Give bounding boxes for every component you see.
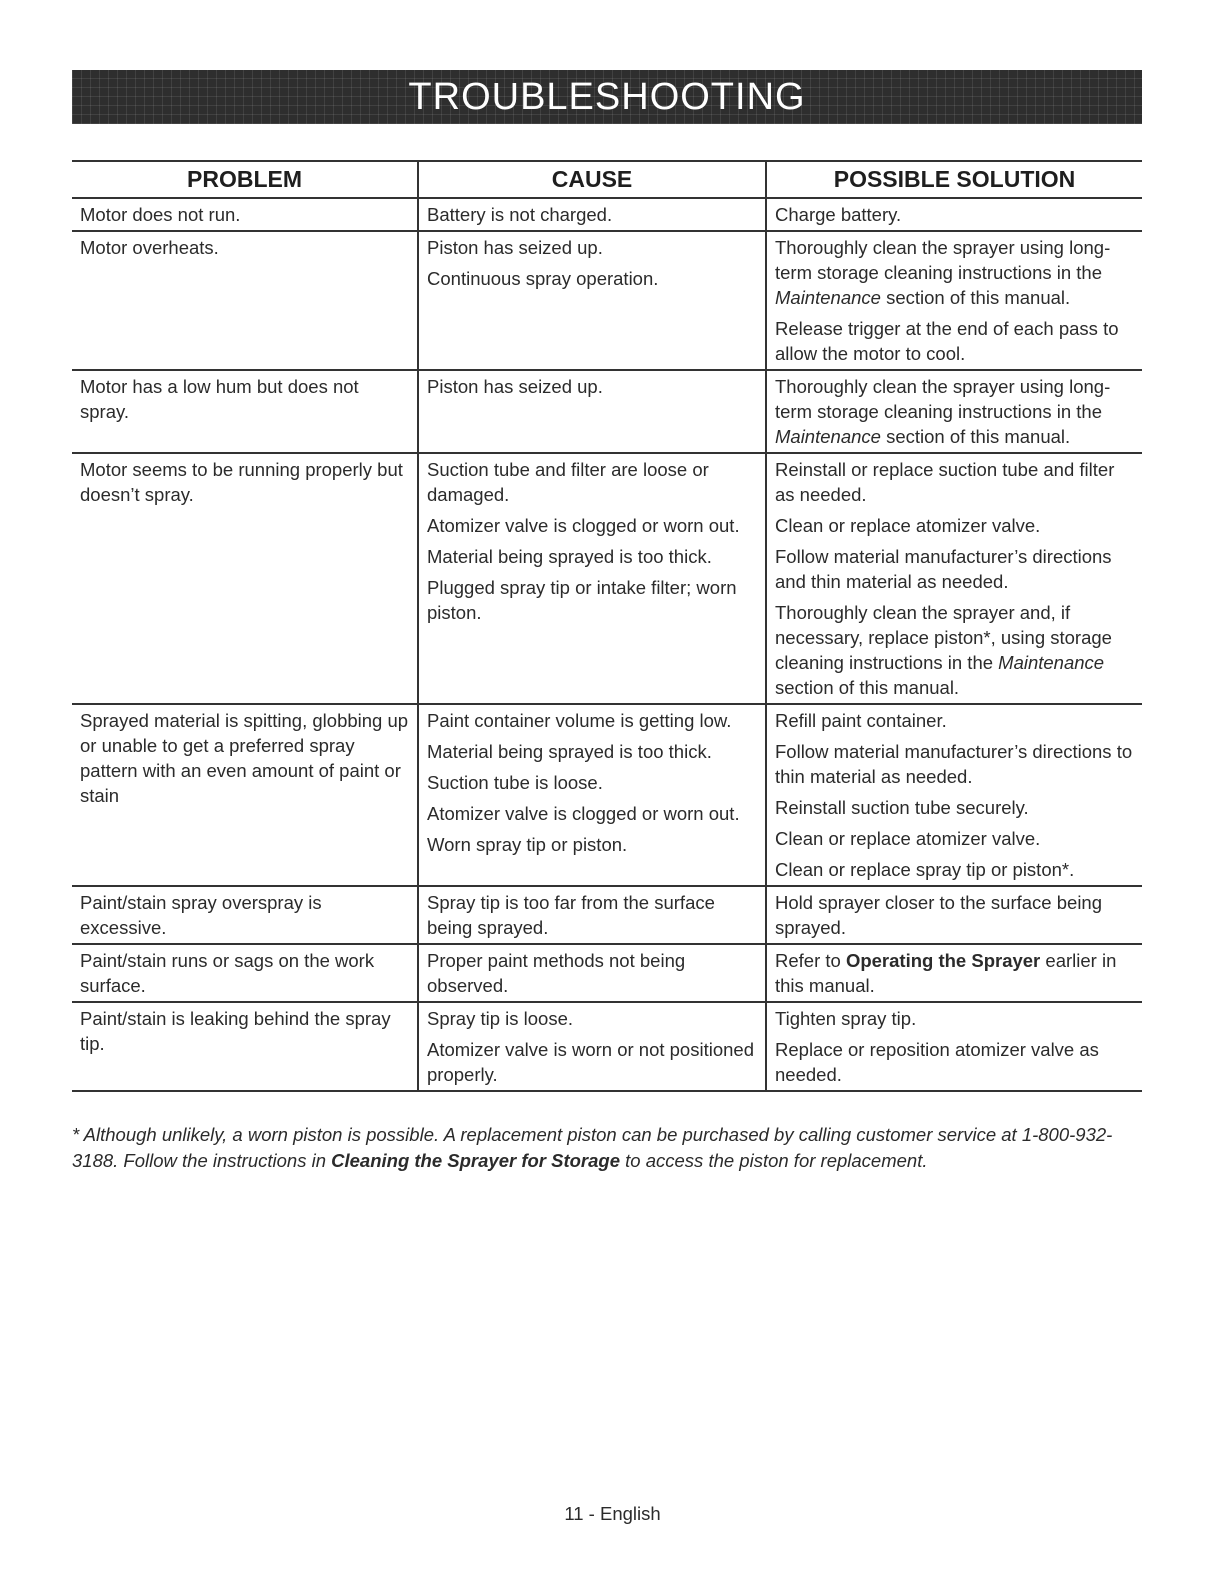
solution-cell xyxy=(766,370,1142,453)
problem-text: Motor has a low hum but does not spray. xyxy=(80,376,359,422)
solution-text-end: section of this manual. xyxy=(775,677,960,698)
column-header-cause: CAUSE xyxy=(418,161,766,198)
solution-text: Charge battery. xyxy=(775,204,902,225)
solution-cell xyxy=(766,453,1142,704)
page-title: TROUBLESHOOTING xyxy=(408,76,806,118)
cause-text: Piston has seized up. xyxy=(427,376,603,397)
section-reference: Maintenance xyxy=(998,652,1105,673)
problem-text: Motor seems to be running properly but doesn’t spray. xyxy=(80,459,403,505)
solution-cell xyxy=(766,198,1142,231)
cause-text: Atomizer valve is clogged or worn out. xyxy=(427,515,740,536)
solution-text-end: section of this manual. xyxy=(880,426,1071,447)
cause-text: Suction tube and filter are loose or damaged. xyxy=(427,459,709,505)
cause-text: Spray tip is too far from the surface being sprayed. xyxy=(427,892,715,938)
problem-text: Paint/stain runs or sags on the work surface. xyxy=(80,950,375,996)
problem-cell xyxy=(72,944,418,1002)
solution-cell xyxy=(766,886,1142,944)
problem-text: Motor does not run. xyxy=(80,204,241,225)
cause-text: Material being sprayed is too thick. xyxy=(427,546,712,567)
cause-cell xyxy=(418,1002,766,1091)
solution-text: Replace or reposition atomizer valve as needed. xyxy=(775,1039,1099,1085)
solution-text: Follow material manufacturer’s directions to thin material as needed. xyxy=(775,741,1133,787)
cause-cell xyxy=(418,198,766,231)
solution-text-start: Refer to xyxy=(775,950,846,971)
table-row xyxy=(72,370,1142,453)
solution-text: Clean or replace spray tip or piston*. xyxy=(775,859,1075,880)
cause-text: Material being sprayed is too thick. xyxy=(427,741,712,762)
solution-text: Reinstall or replace suction tube and filter as needed. xyxy=(775,459,1115,505)
cause-text: Worn spray tip or piston. xyxy=(427,834,628,855)
problem-cell xyxy=(72,198,418,231)
page-number: 11 - English xyxy=(564,1503,661,1524)
solution-text: Hold sprayer closer to the surface being sprayed. xyxy=(775,892,1103,938)
solution-text: Clean or replace atomizer valve. xyxy=(775,515,1041,536)
solution-text-start: Thoroughly clean the sprayer using long-term storage cleaning instructions in the xyxy=(775,237,1111,283)
cause-cell xyxy=(418,370,766,453)
cause-text: Atomizer valve is clogged or worn out. xyxy=(427,803,740,824)
cause-text: Atomizer valve is worn or not positioned properly. xyxy=(427,1039,754,1085)
cause-text: Suction tube is loose. xyxy=(427,772,603,793)
problem-text: Paint/stain is leaking behind the spray tip. xyxy=(80,1008,391,1054)
cause-text: Continuous spray operation. xyxy=(427,268,659,289)
solution-text-end: earlier in this manual. xyxy=(775,950,1117,996)
table-row xyxy=(72,231,1142,370)
solution-text xyxy=(775,374,1136,449)
problem-text: Sprayed material is spitting, globbing up or unable to get a preferred spray pattern with an even amount of paint or stain xyxy=(80,710,409,806)
cause-text: Paint container volume is getting low. xyxy=(427,710,732,731)
solution-text: Follow material manufacturer’s directions and thin material as needed. xyxy=(775,546,1112,592)
table-row xyxy=(72,704,1142,886)
solution-text: Clean or replace atomizer valve. xyxy=(775,828,1041,849)
cause-cell xyxy=(418,704,766,886)
footnote xyxy=(72,1122,1152,1174)
problem-text: Paint/stain spray overspray is excessive. xyxy=(80,892,322,938)
table-row xyxy=(72,944,1142,1002)
solution-text-end: section of this manual. xyxy=(880,287,1071,308)
cause-text: Plugged spray tip or intake filter; worn piston. xyxy=(427,577,737,623)
section-reference: Operating the Sprayer xyxy=(845,950,1041,971)
table-header-row xyxy=(72,161,1142,198)
problem-cell xyxy=(72,886,418,944)
troubleshooting-table xyxy=(72,160,1142,1092)
cause-cell xyxy=(418,231,766,370)
solution-cell xyxy=(766,231,1142,370)
cause-text: Battery is not charged. xyxy=(427,204,613,225)
problem-cell xyxy=(72,231,418,370)
cause-text: Piston has seized up. xyxy=(427,237,603,258)
footnote-emphasis: Cleaning the Sprayer for Storage xyxy=(331,1150,621,1171)
problem-text: Motor overheats. xyxy=(80,237,219,258)
problem-cell xyxy=(72,704,418,886)
solution-text: Reinstall suction tube securely. xyxy=(775,797,1029,818)
problem-cell xyxy=(72,1002,418,1091)
cause-text: Spray tip is loose. xyxy=(427,1008,574,1029)
solution-text xyxy=(775,235,1136,310)
solution-text: Release trigger at the end of each pass to allow the motor to cool. xyxy=(775,318,1119,364)
solution-text-start: Thoroughly clean the sprayer using long-term storage cleaning instructions in the xyxy=(775,376,1111,422)
solution-text-start: Thoroughly clean the sprayer and, if necessary, replace piston*, using storage cleaning instructions in the xyxy=(775,602,1112,673)
solution-text xyxy=(775,600,1136,700)
table-row xyxy=(72,1002,1142,1091)
table-row xyxy=(72,886,1142,944)
footnote-text-start: * Although unlikely, a worn piston is possible. A replacement piston can be purchased by calling customer service at 1-800-932-3188. Follow the instructions in xyxy=(72,1124,1113,1171)
solution-text: Refill paint container. xyxy=(775,710,947,731)
solution-cell xyxy=(766,944,1142,1002)
section-reference: Maintenance xyxy=(775,426,881,447)
table-row xyxy=(72,453,1142,704)
cause-cell xyxy=(418,944,766,1002)
footnote-text-end: to access the piston for replacement. xyxy=(620,1150,928,1171)
troubleshooting-banner xyxy=(72,70,1142,124)
solution-cell xyxy=(766,1002,1142,1091)
cause-text: Proper paint methods not being observed. xyxy=(427,950,686,996)
cause-cell xyxy=(418,886,766,944)
section-reference: Maintenance xyxy=(775,287,881,308)
solution-text: Tighten spray tip. xyxy=(775,1008,917,1029)
solution-text xyxy=(775,948,1136,998)
column-header-problem: PROBLEM xyxy=(72,161,418,198)
table-row xyxy=(72,198,1142,231)
problem-cell xyxy=(72,370,418,453)
column-header-solution: POSSIBLE SOLUTION xyxy=(766,161,1142,198)
problem-cell xyxy=(72,453,418,704)
cause-cell xyxy=(418,453,766,704)
solution-cell xyxy=(766,704,1142,886)
